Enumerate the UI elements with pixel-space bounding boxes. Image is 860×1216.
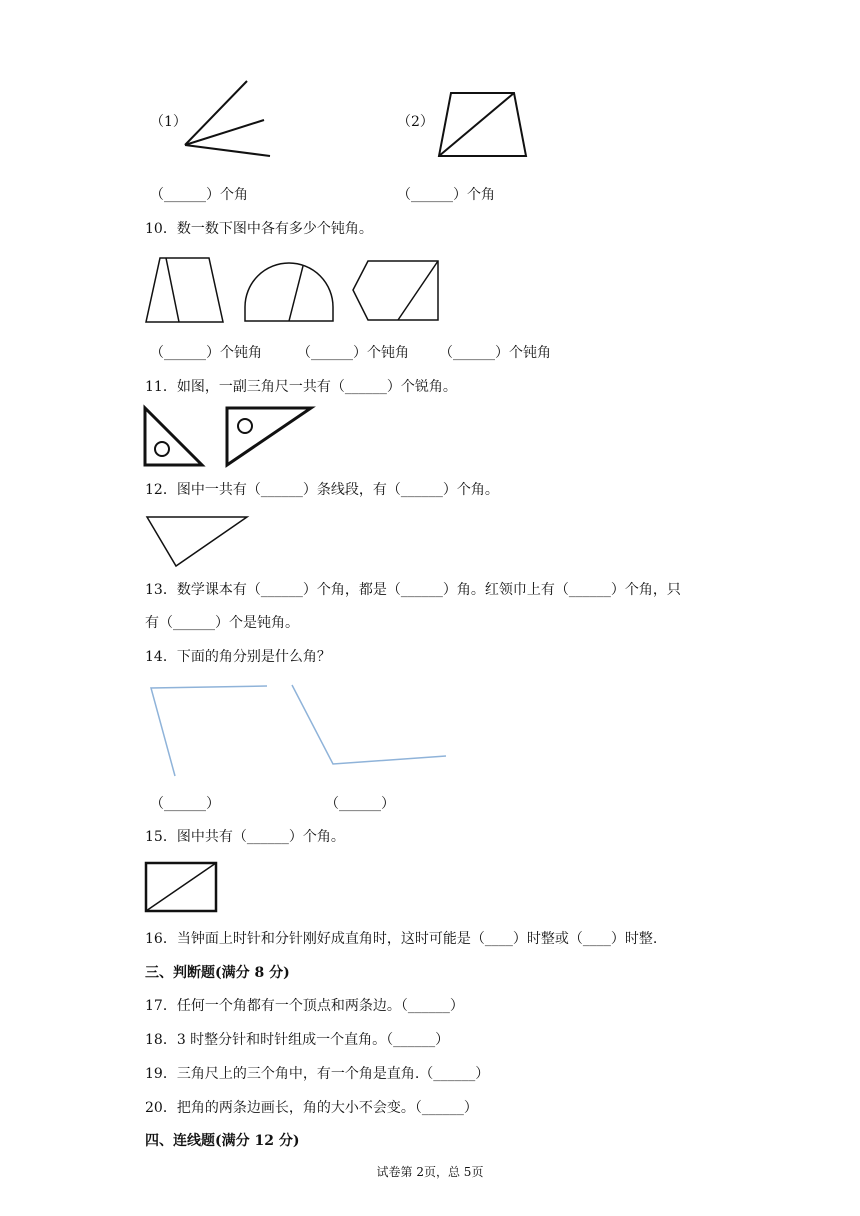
q13-line-2: 有（______）个是钝角。	[145, 615, 299, 631]
q14-answer-2: （______）	[325, 796, 395, 812]
q10-trapezoid-figure	[143, 255, 227, 325]
q20-text: 20．把角的两条边画长，角的大小不会变。（______）	[145, 1100, 478, 1116]
q9-label-1: （1）	[150, 114, 187, 130]
q11-triangle-ruler-1	[141, 405, 207, 469]
q9-trapezoid-figure	[436, 90, 530, 160]
q9-angle-figure	[180, 78, 275, 160]
q18-text: 18．3 时整分针和时针组成一个直角。（______）	[145, 1032, 450, 1048]
q10-text: 10．数一数下图中各有多少个钝角。	[145, 221, 373, 237]
q15-text: 15．图中共有（______）个角。	[145, 829, 345, 845]
q10-answer-1: （______）个钝角	[150, 345, 262, 361]
q11-text: 11．如图，一副三角尺一共有（______）个锐角。	[145, 379, 457, 395]
q16-text: 16．当钟面上时针和分针刚好成直角时，这时可能是（____）时整或（____）时整.	[145, 931, 658, 947]
q10-semicircle-figure	[242, 260, 337, 325]
q9-answer-1: （______）个角	[150, 187, 248, 203]
q10-answer-3: （______）个钝角	[439, 345, 551, 361]
page-footer: 试卷第 2页，总 5页	[376, 1165, 484, 1179]
q9-label-2: （2）	[397, 114, 434, 130]
q14-answer-1: （______）	[150, 796, 220, 812]
q12-triangle-figure	[143, 514, 251, 570]
q17-text: 17．任何一个角都有一个顶点和两条边。（______）	[145, 998, 464, 1014]
q14-angle-figure-1	[145, 682, 271, 780]
q14-text: 14．下面的角分别是什么角？	[145, 649, 331, 665]
section-4-title: 四、连线题(满分 12 分)	[145, 1133, 300, 1149]
q14-angle-figure-2	[289, 682, 449, 768]
section-3-title: 三、判断题(满分 8 分)	[145, 965, 290, 981]
q19-text: 19．三角尺上的三个角中，有一个角是直角.（______）	[145, 1066, 490, 1082]
q15-rectangle-figure	[143, 860, 219, 914]
q11-triangle-ruler-2	[223, 405, 315, 469]
q10-hexagon-figure	[350, 258, 442, 323]
q13-line-1: 13．数学课本有（______）个角，都是（______）角。红领巾上有（______）个角，只	[145, 582, 681, 598]
q12-text: 12．图中一共有（______）条线段，有（______）个角。	[145, 482, 499, 498]
q9-answer-2: （______）个角	[397, 187, 495, 203]
q10-answer-2: （______）个钝角	[297, 345, 409, 361]
